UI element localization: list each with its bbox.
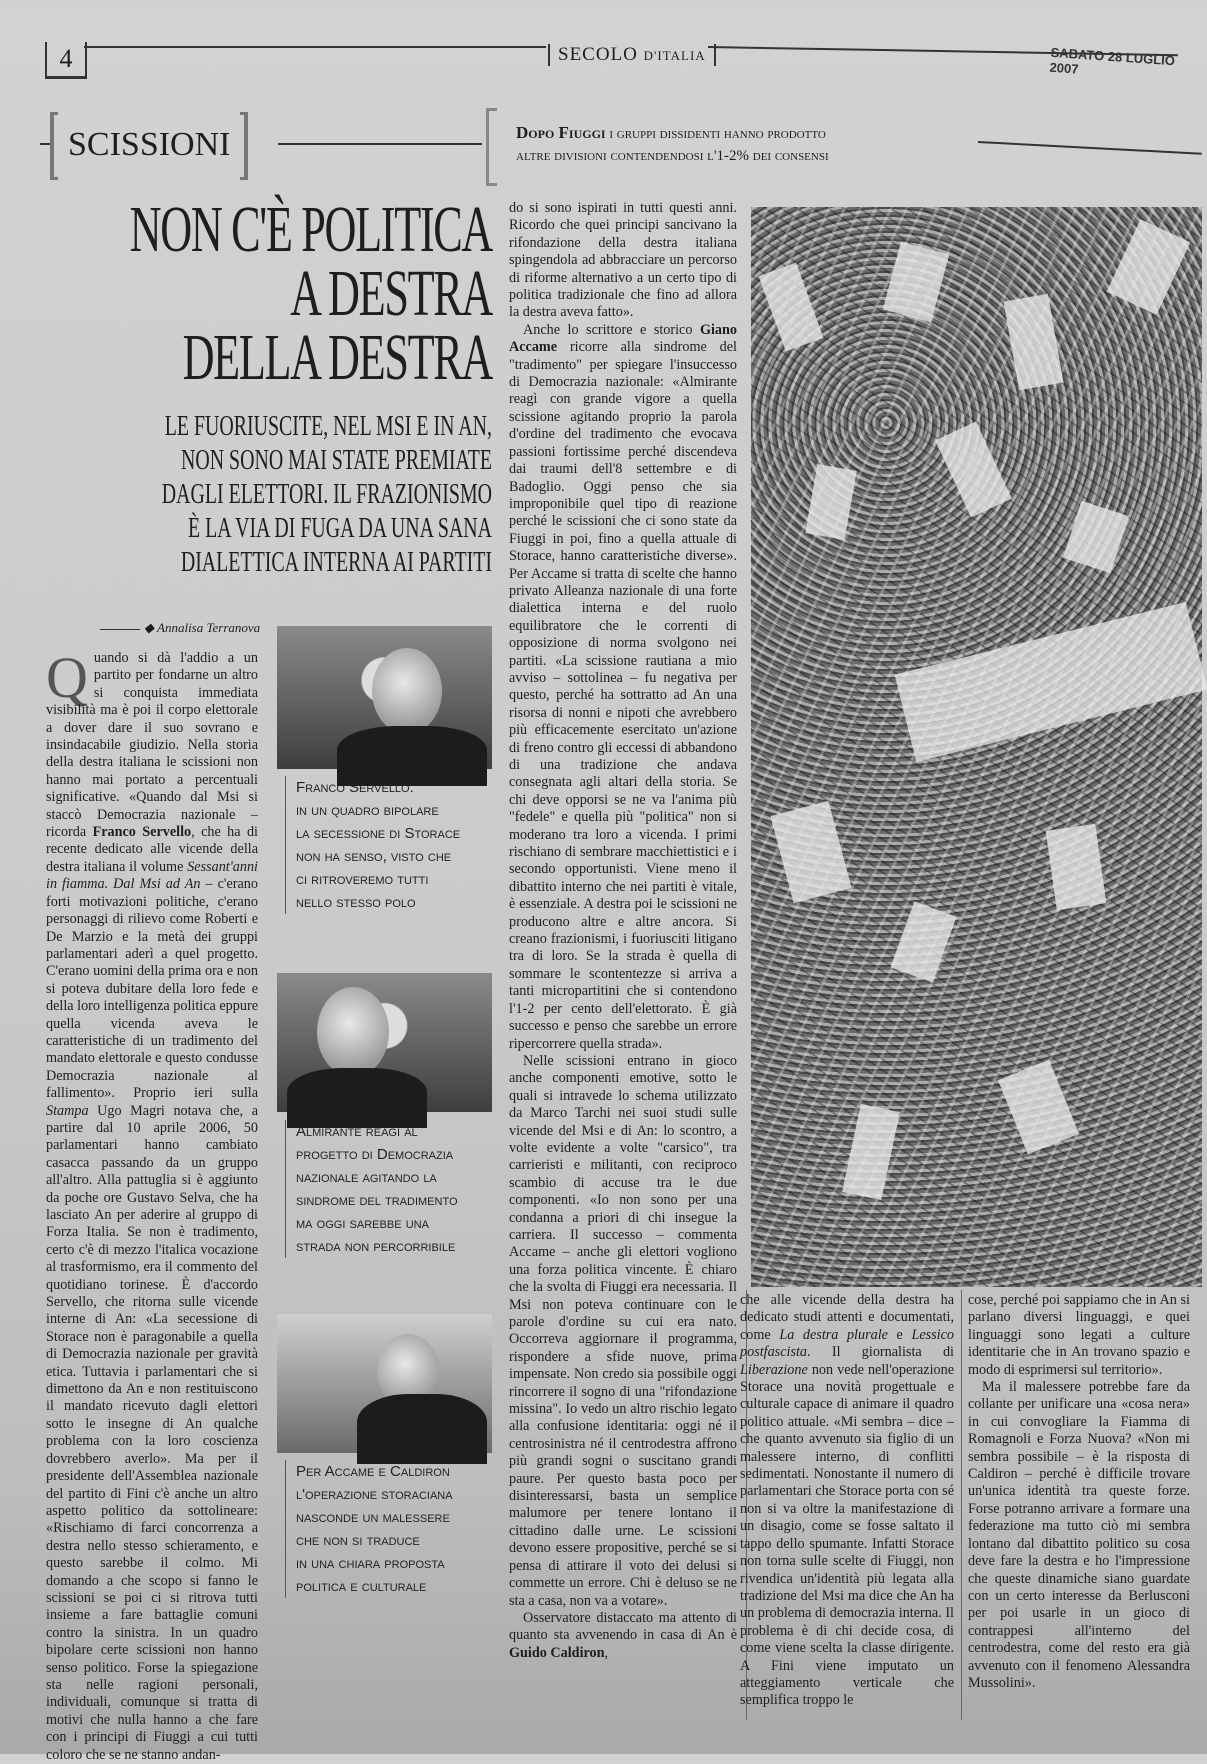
text-run: che alle vicende della destra ha dedicato studi attenti e documentati, come	[740, 1292, 954, 1343]
crowd-banner	[895, 602, 1207, 762]
text-run: Ma il malessere potrebbe fare da collante per unificare una «cosa nera» in cui convogliare la Fiamma di Romagnoli e Forza Nuova? «Non mi sembra possibile – è la risposta di Caldiron – perché è difficile trovare un'unica identità tra queste forze. Forse potranno arrivare a formare una federazione ma tutto ciò mi sembra lontano dal dibattito politico su cosa deve fare la destra e ho l'impressione che queste dinamiche siano guardate con un certo interesse da Berlusconi per poi usarle in un gioco di contrappesi all'interno del centrodestra, come del resto era già avvenuto con il fenomeno Alessandra Mussolini».	[968, 1379, 1190, 1691]
caption-line: l'operazione storaciana	[296, 1486, 453, 1503]
article-column-3	[740, 1292, 954, 1724]
caption-line: Almirante reagì al	[296, 1123, 418, 1140]
headline-line: DELLA DESTRA	[182, 321, 493, 394]
author-name: Annalisa Terranova	[157, 620, 261, 635]
section-label: SCISSIONI	[50, 112, 248, 178]
text-run: – c'erano forti motivazioni politiche, c'erano personaggi di rilievo come Roberti e De Marzio e la metà dei gruppi parlamentari aderì a quel progetto. C'erano uomini della prima ora e non si poteva dubitare della loro fede e della loro intelligenza politica eppure quella vicenda aveva le caratteristiche di un tradimento del mandato elettorale e questo condusse Democrazia nazionale al fallimento». Proprio ieri sulla	[46, 876, 258, 1102]
caption-line: sindrome del tradimento	[296, 1192, 458, 1209]
photo-caption-2	[285, 1120, 496, 1258]
subheadline	[66, 410, 492, 580]
paragraph	[509, 1610, 737, 1662]
photo-caption-3	[285, 1460, 496, 1598]
subhead-line: LE FUORIUSCITE, NEL MSI E IN AN,	[164, 411, 493, 442]
paragraph	[509, 200, 737, 322]
caption-line: Franco Servello:	[296, 779, 414, 796]
headline	[50, 193, 493, 394]
caption-line: politica e culturale	[296, 1578, 427, 1595]
headline-line: A DESTRA	[290, 257, 492, 330]
caption-line: ma oggi sarebbe una	[296, 1215, 429, 1232]
caption-line: strada non percorribile	[296, 1238, 456, 1255]
photo-almirante	[277, 973, 492, 1112]
text-run: ricorre alla sindrome del "tradimento" per spiegare l'insuccesso di Democrazia nazionale: «Almirante reagì con grande vigore a quella scissione agitando proprio la parola d'ordine del tradimento che evocava passioni fortissime perché discendeva dai traumi dell'8 settembre e di Badoglio. Oggi penso che sia improponibile quel tipo di reazione perché le scissioni che ci sono state da Fiuggi in poi, fino a quella attuale di Storace, hanno caratteristiche diverse». Per Accame si tratta di scelte che hanno privato Alleanza nazionale di una forte dialettica interna e del ruolo equilibratore che le correnti di opposizione di norma svolgono nei partiti. «La scissione rautiana a mio avviso – sottolinea – fu negativa per questo, perché ha sottratto ad An una risorsa di nonni e nipoti che avrebbero più efficacemente esercitato un'azione di freno contro gli eccessi di abbandono di una tradizione che andava consegnata agli altari della storia. Se chi deve opporsi se ne va l'anima più "fedele" e quella più "politica" non si moderano tra loro a vicenda. I primi rischiano di sembrare macchiettistici e i secondo opportunisti. Viene meno il dibattito interno che nei partiti è vitale, è essenziale. A destra poi le scissioni ne producono altre e altre ancora. Si creano frazionismi, i fuoriusciti litigano tra di loro. Se la strada è quella di sommare le scontentezze si arriva a tanti micropartitini che si contendono l'1-2 per cento dell'elettorato. È già successo e penso che sarebbe un errore ripercorrere quella strada».	[509, 339, 737, 1052]
photo-caption-1	[285, 776, 496, 914]
text-run: Osservatore distaccato ma attento di quanto sta avvenendo in casa di An è	[509, 1609, 737, 1644]
person-name: Franco Servello	[92, 824, 192, 841]
subhead-line: NON SONO MAI STATE PREMIATE	[181, 445, 492, 476]
article-column-1	[46, 645, 258, 1763]
caption-line: in una chiara proposta	[296, 1555, 445, 1572]
page-number: 4	[45, 42, 87, 79]
issue-date: SABATO 28 LUGLIO 2007	[1049, 44, 1176, 77]
paragraph	[968, 1292, 1190, 1379]
title-reference: La destra plurale	[779, 1326, 888, 1343]
text-run: cose, perché poi sappiamo che in An si parlano diversi linguaggi, e quei linguaggi sono legati a culture identitarie che in An trovano spazio e modo di esprimersi sul territorio».	[968, 1292, 1190, 1378]
title-reference: Stampa	[46, 1102, 89, 1119]
text-run: Nelle scissioni entrano in gioco anche componenti emotive, sotto le quali si intravede lo schema utilizzato da Marco Tarchi nei suoi studi sulle vicende del Msi e di An: lo scontro, a volte evidente a volte "carsico", tra carrieristi e militanti, con reciproco scambio di accuse tra le due componenti. «Io non sono per una condanna a priori di chi insegue la carriera. Il successo – commenta Accame – anche gli elettori vogliono una forza politica vincente. È chiaro che la svolta di Fiuggi era necessaria. Il Msi non poteva continuare con le parole d'ordine su cui era nato. Occorreva aggiornare il programma, rispondere a sfide nuove, prima impensate. Non credo sia possibile oggi rincorrere il sogno di una "rifondazione missina". Io vedo un altro rischio legato alla confusione identitaria: oggi né il centrosinistra né il centrodestra affrono più grandi sogni o suscitano grandi paure. Per questo basta poco per disinteressarsi, basta un semplice malumore per tenere lontano il cittadino dalle urne. Le scissioni devono essere propositive, perché se si pensa di attirare il voto dei delusi si commette un errore. Chi è deluso se ne sta a casa, non va a votare».	[509, 1052, 737, 1609]
caption-line: in un quadro bipolare	[296, 802, 439, 819]
column-divider	[961, 1290, 962, 1720]
caption-line: non ha senso, visto che	[296, 848, 452, 865]
caption-line: Per Accame e Caldiron	[296, 1463, 450, 1480]
text-run: ,	[604, 1644, 609, 1661]
header-rule-left	[84, 46, 546, 48]
paragraph	[509, 1053, 737, 1610]
text-run: uando si dà l'addio a un partito per fondarne un altro si conquista immediata visibilità ma è poi il corpo elettorale a dover dare il suo sovrano e insindacabile giudizio. Nella storia della destra italiana le scissioni non hanno mai portato a percentuali significative. «Quando dal Msi si staccò Democrazia nazionale – ricorda	[46, 650, 258, 841]
masthead-subtitle: D'ITALIA	[643, 48, 706, 63]
section-rule-right	[278, 143, 482, 145]
photo-franco-servello	[277, 626, 492, 769]
person-name: Giano Accame	[509, 321, 737, 356]
text-run: Ugo Magri notava che, a partire dal 10 aprile 2006, 50 parlamentari hanno cambiato casacca passando da un gruppo all'altro. Alla pattuglia si è aggiunto da poche ore Gustavo Selva, che ha lasciato An per aderire al gruppo di Forza Italia. Se non è tradimento, certo c'è di mezzo l'italica vocazione al trasformismo, era il commento del quotidiano torinese. È d'accordo Servello, che ritorna sulle vicende interne di An: «La secessione di Storace non è paragonabile a quella di Democrazia nazionale per gravità etica. Tuttavia i parlamentari che si dimettono da An e non restituiscono il mandato ricevuto dagli elettori sotto le insegne di An qualche problema con la loro coscienza dovrebbero averlo». Ma per il presidente dell'Assemblea nazionale del partito di Fini c'è anche un altro aspetto politico da sottolineare: «Rischiamo di farci concorrenza a destra nello stesso schieramento, e questo sarebbe il colmo. Mi domando a che scopo si fanno le scissioni se poi ci si ritrova tutti insieme a fare battaglie comuni contro la sinistra. In un quadro bipolare certe scissioni non hanno senso politico. Forse la spiegazione sta nelle ragioni personali, individuali, comunque si tratta di motivi che nulla hanno a che fare con i principi di Fiuggi a cui tutti coloro che se ne stanno andan-	[46, 1102, 258, 1763]
section-rule-left	[40, 143, 50, 145]
crowd-photo	[751, 207, 1202, 1287]
text-run: , che ha di recente dedicato alle vicende della destra italiana il volume	[46, 824, 258, 875]
subhead-line: DIALETTICA INTERNA AI PARTITI	[180, 547, 492, 578]
paragraph	[46, 645, 258, 1764]
title-reference: Lessico postfascista	[740, 1326, 954, 1361]
kicker-line-2: altre divisioni contendendosi l'1-2% dei consensi	[516, 148, 829, 164]
kicker	[516, 122, 829, 167]
photo-speaker	[277, 1314, 492, 1453]
masthead	[548, 44, 716, 66]
text-run: non vede nell'operazione Storace una novità progettuale e culturale capace di animare il quadro politico attuale. «Mi sembra – dice – che quanto avvenuto sia figlio di un malessere interno, di conflitti sedimentati. Nonostante il numero di parlamentari che Storace porta con sé non si va oltre la manifestazione di un disagio, come se fosse saltato il tappo dello spumante. Infatti Storace non torna sulle scelte di Fiuggi, non rivendica un'identità più legata alla tradizione del Msi ma dice che An ha un problema di democrazia interna. Il problema è di chi decide cosa, di come viene scelta la classe dirigente. A Fini viene imputato un atteggiamento verticale che semplifica troppo le	[740, 1361, 954, 1709]
paragraph	[968, 1379, 1190, 1692]
kicker-rule	[978, 141, 1202, 155]
byline: ◆ Annalisa Terranova	[100, 620, 260, 636]
caption-line: nazionale agitando la	[296, 1169, 437, 1186]
kicker-bracket	[486, 108, 497, 186]
text-run: do si sono ispirati in tutti questi anni. Ricordo che quei principi sancivano la rifondazione della destra italiana spingendola ad abbracciare un percorso di riforme alternativo a un certo tipo di politica tradizionale che fino ad allora la destra aveva fatto».	[509, 200, 737, 321]
text-run: e	[887, 1326, 912, 1343]
person-name: Guido Caldiron	[509, 1644, 605, 1661]
headline-line: NON C'È POLITICA	[129, 193, 492, 266]
caption-line: nello stesso polo	[296, 894, 416, 911]
masthead-title: SECOLO	[558, 44, 638, 65]
article-column-4	[968, 1292, 1190, 1724]
subhead-line: DAGLI ELETTORI. IL FRAZIONISMO	[161, 479, 492, 510]
drop-cap: Q	[46, 645, 88, 710]
caption-line: nasconde un malessere	[296, 1509, 450, 1526]
paragraph	[740, 1292, 954, 1710]
kicker-bold: Dopo Fiuggi	[516, 123, 606, 142]
title-reference: Sessant'anni in fiamma. Dal Msi ad An	[46, 858, 258, 893]
article-column-2	[509, 200, 737, 1725]
caption-line: la secessione di Storace	[296, 825, 461, 842]
text-run: Anche lo scrittore e storico	[523, 321, 700, 338]
caption-line: progetto di Democrazia	[296, 1146, 454, 1163]
text-run: . Il giornalista di	[807, 1344, 954, 1361]
kicker-line-1: i gruppi dissidenti hanno prodotto	[609, 126, 826, 142]
caption-line: che non si traduce	[296, 1532, 420, 1549]
paragraph	[509, 322, 737, 1053]
title-reference: Liberazione	[740, 1361, 808, 1378]
caption-line: ci ritroveremo tutti	[296, 871, 429, 888]
subhead-line: È LA VIA DI FUGA DA UNA SANA	[188, 513, 492, 544]
